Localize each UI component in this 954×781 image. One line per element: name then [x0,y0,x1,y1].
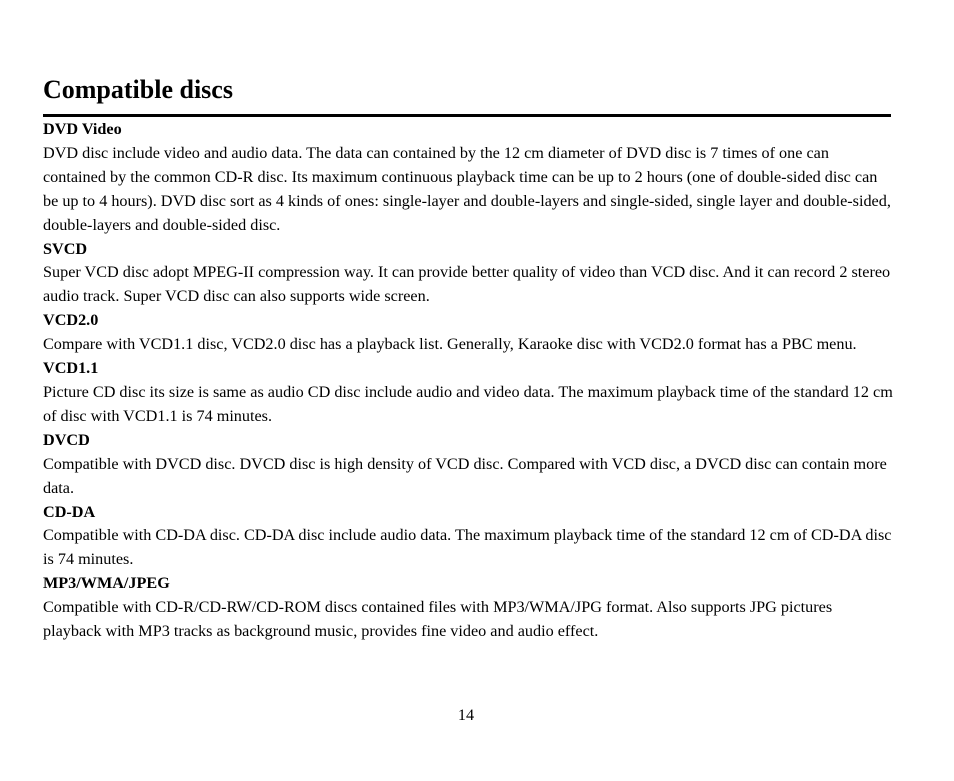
section-heading: VCD1.1 [43,359,99,378]
section-heading: DVD Video [43,120,122,138]
section-mp3-wma-jpeg [43,572,893,644]
document-body [43,118,893,644]
section-body: Super VCD disc adopt MPEG-II compression way. It can provide better quality of video than VCD disc. And it can record 2 stereo audio track. Super VCD disc can also supports wide screen. [43,263,891,306]
section-body: Picture CD disc its size is same as audio CD disc include audio and video data. The maximum playback time of the standard 12 cm of disc with VCD1.1 is 74 minutes. [43,382,893,425]
section-heading: CD-DA [43,502,96,521]
section-dvcd [43,429,893,501]
section-heading: MP3/WMA/JPEG [43,574,170,593]
title-divider [43,114,891,117]
section-cd-da [43,501,893,573]
section-body: Compare with VCD1.1 disc, VCD2.0 disc has a playback list. Generally, Karaoke disc with VCD2.0 format has a PBC menu. [43,335,857,354]
section-heading: SVCD [43,239,88,258]
section-vcd1 [43,357,893,429]
section-svcd [43,238,893,310]
page-title: Compatible discs [43,75,233,104]
page-number: 14 [457,706,475,724]
section-vcd2 [43,309,893,357]
section-body: Compatible with DVCD disc. DVCD disc is high density of VCD disc. Compared with VCD disc, a DVCD disc can contain more data. [43,454,887,497]
section-dvd-video [43,118,893,238]
section-body: DVD disc include video and audio data. The data can contained by the 12 cm diameter of DVD disc is 7 times of one can contained by the common CD-R disc. Its maximum continuous playback time can be up to 2 hours (one of double-sided disc can be up to 4 hours). DVD disc sort as 4 kinds of ones: single-layer and double-layers and single-sided, single layer and double-sided, double-layers and double-sided disc. [43,143,891,234]
section-heading: VCD2.0 [43,311,99,330]
section-body: Compatible with CD-R/CD-RW/CD-ROM discs contained files with MP3/WMA/JPG format. Also supports JPG pictures playback with MP3 tracks as background music, provides fine video and audio effect. [43,598,833,641]
section-body: Compatible with CD-DA disc. CD-DA disc include audio data. The maximum playback time of the standard 12 cm of CD-DA disc is 74 minutes. [43,526,892,569]
section-heading: DVCD [43,430,90,449]
